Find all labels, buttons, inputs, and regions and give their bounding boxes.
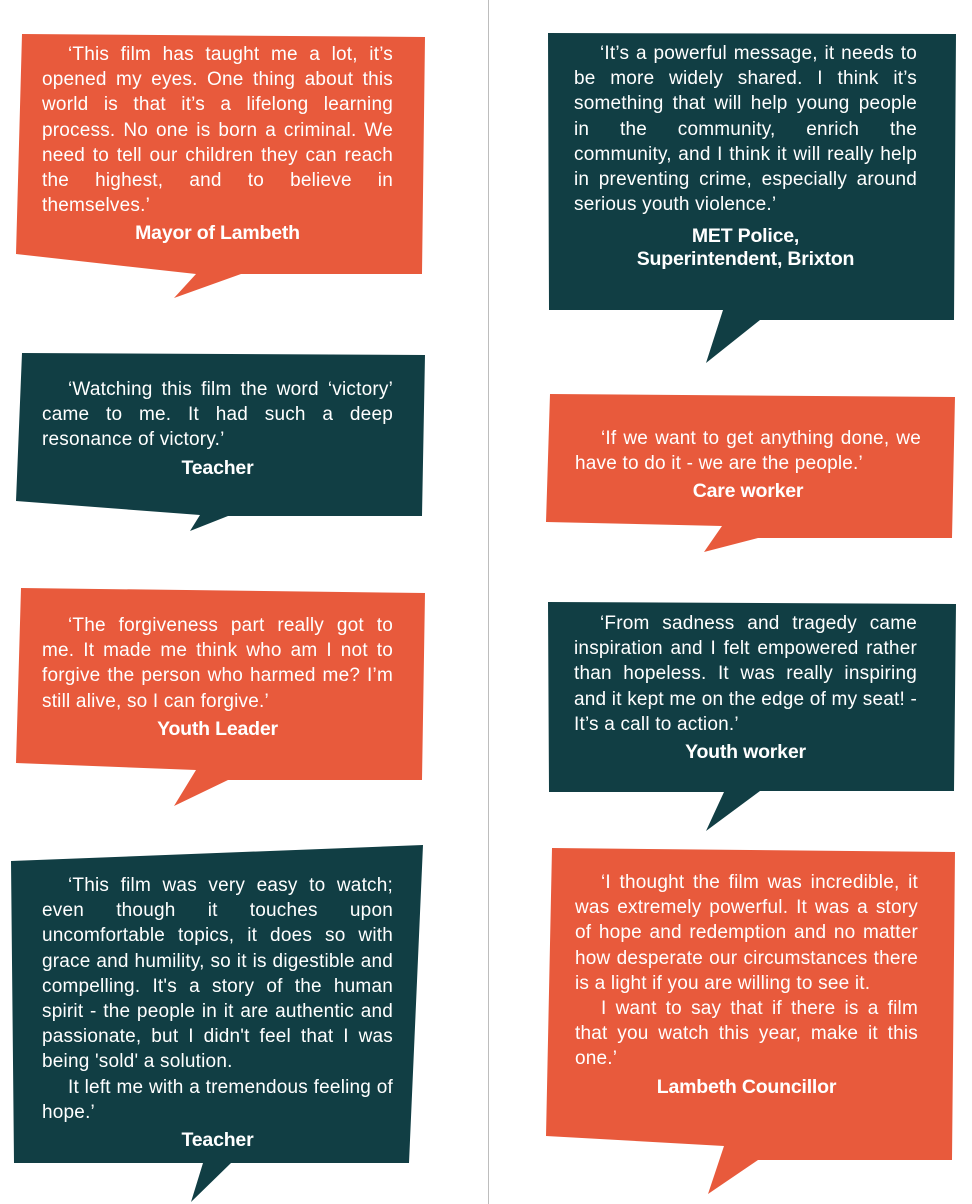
quote-paragraph: ‘It’s a powerful message, it needs to be more widely shared. I think it’s something that will help young people in the community, enrich the community, and I think it will really help in preventing crime, especially around serious youth violence.’ <box>574 43 917 216</box>
attribution-line: Care worker <box>692 480 804 503</box>
quote-paragraph: I want to say that if there is a film that you watch this year, make it this one.’ <box>575 998 918 1070</box>
testimonial-bubble <box>16 34 426 300</box>
quote-paragraph: ‘I thought the film was incredible, it was extremely powerful. It was a story of hope and redemption and no matter how desperate our circumstances there is a light if you are willing to see it. <box>575 872 918 994</box>
testimonial-attribution <box>574 225 917 271</box>
testimonial-attribution <box>42 222 393 245</box>
testimonial-bubble <box>11 845 425 1203</box>
attribution-line: Mayor of Lambeth <box>135 222 300 245</box>
quote-paragraph: ‘This film was very easy to watch; even though it touches upon uncomfortable topics, it does so with grace and humility, so it is digestible and compelling. It's a story of the human spirit - the people in it are authentic and passionate, but I didn't feel that I was being 'sold' a solution. <box>42 875 393 1073</box>
attribution-line: Youth Leader <box>157 717 278 740</box>
testimonial-quote <box>42 613 393 714</box>
quote-paragraph: It left me with a tremendous feeling of hope.’ <box>42 1076 393 1123</box>
attribution-line: Teacher <box>181 456 254 479</box>
testimonial-attribution <box>575 1076 918 1099</box>
attribution-line: MET Police, <box>691 225 800 248</box>
testimonial-attribution <box>42 457 393 480</box>
testimonial-attribution <box>42 718 393 741</box>
attribution-line: Youth worker <box>685 741 806 764</box>
quote-paragraph: ‘From sadness and tragedy came inspiration and I felt empowered rather than hopeless. It was really inspiring and it kept me on the edge of my seat! - It’s a call to action.’ <box>574 613 917 735</box>
attribution-line: Teacher <box>181 1129 254 1152</box>
testimonial-attribution <box>42 1129 393 1152</box>
quote-paragraph: ‘The forgiveness part really got to me. It made me think who am I not to forgive the person who harmed me? I’m still alive, so I can forgive.’ <box>42 615 393 712</box>
testimonial-quote <box>575 870 918 1072</box>
testimonial-quote <box>42 377 393 453</box>
testimonial-attribution <box>574 741 917 764</box>
quote-paragraph: ‘This film has taught me a lot, it’s opened my eyes. One thing about this world is that it’s a lifelong learning process. No one is born a criminal. We need to tell our children they can reach the highest, and to believe in themselves.’ <box>42 44 393 217</box>
testimonial-attribution <box>575 480 921 503</box>
testimonial-bubble <box>548 33 958 366</box>
quote-paragraph: ‘Watching this film the word ‘victory’ came to me. It had such a deep resonance of victory.’ <box>42 379 393 451</box>
testimonial-bubble <box>548 602 958 834</box>
testimonial-bubble <box>16 588 426 808</box>
attribution-line: Lambeth Councillor <box>656 1075 837 1098</box>
column-divider <box>488 0 489 1204</box>
testimonial-quote <box>574 611 917 737</box>
testimonial-quote <box>574 41 917 217</box>
testimonial-bubble <box>16 353 426 533</box>
quote-paragraph: ‘If we want to get anything done, we have to do it - we are the people.’ <box>575 428 921 475</box>
testimonial-quote <box>575 426 921 476</box>
attribution-line: Superintendent, Brixton <box>636 248 855 271</box>
testimonial-quote <box>42 873 393 1125</box>
testimonial-bubble <box>546 848 958 1196</box>
testimonial-bubble <box>546 394 956 554</box>
testimonial-quote <box>42 42 393 218</box>
